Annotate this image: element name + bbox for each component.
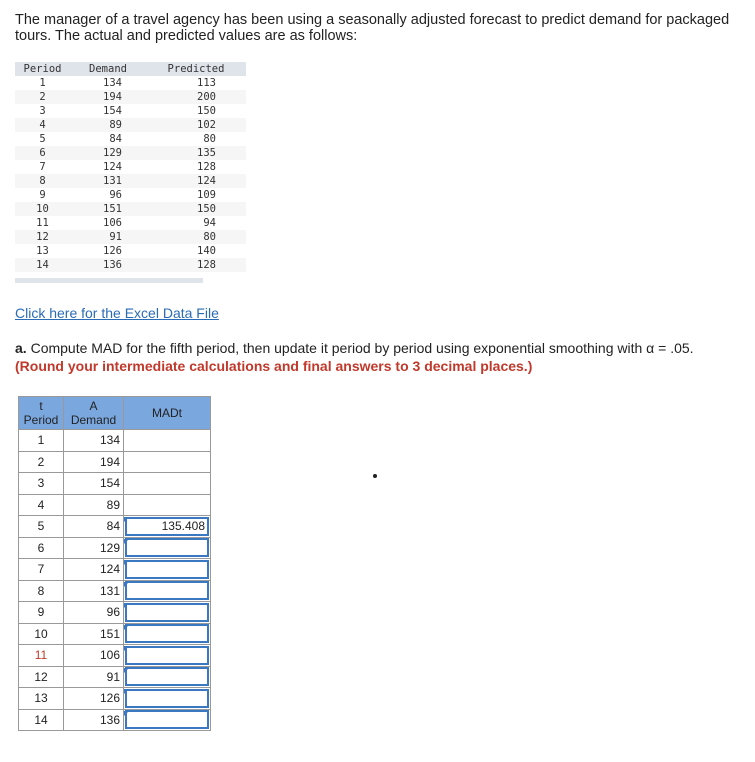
table-cell: 140 [197, 245, 216, 257]
answer-row [19, 430, 211, 452]
madt-cell[interactable] [124, 559, 211, 581]
table-cell: 136 [70, 258, 146, 272]
demand-cell [64, 666, 124, 688]
period-cell: 8 [19, 580, 64, 602]
table-cell: 128 [146, 258, 246, 272]
table-cell: 102 [146, 118, 246, 132]
table-cell: 7 [39, 161, 46, 173]
madt-input[interactable] [125, 667, 209, 686]
flag-icon [124, 646, 129, 651]
madt-input[interactable] [125, 603, 209, 622]
table-row [15, 258, 246, 272]
demand-value: 131 [99, 583, 120, 598]
flag-icon [124, 711, 129, 716]
period-cell: 3 [19, 473, 64, 495]
table-cell: 135 [146, 146, 246, 160]
table-row [15, 230, 246, 244]
demand-value: 84 [106, 519, 120, 534]
demand-value: 134 [99, 433, 120, 448]
demand-cell [64, 494, 124, 516]
period-header: t Period [19, 397, 64, 430]
table-cell: 12 [15, 230, 70, 244]
flag-icon [124, 625, 129, 630]
table-cell: 150 [197, 105, 216, 117]
answer-row [19, 494, 211, 516]
question [15, 339, 694, 375]
demand-value: 124 [99, 562, 120, 577]
question-label: a. [15, 340, 27, 356]
demand-cell [64, 516, 124, 538]
demand-value: 154 [99, 476, 120, 491]
table-cell: 10 [15, 202, 70, 216]
table-cell: 194 [70, 90, 146, 104]
table-cell: 89 [70, 118, 146, 132]
table-cell: 80 [146, 230, 246, 244]
madt-input[interactable] [125, 624, 209, 643]
demand-value: 129 [99, 540, 120, 555]
dot [373, 474, 377, 478]
answer-row [19, 709, 211, 731]
answer-row [19, 516, 211, 538]
flag-icon [124, 689, 129, 694]
table-cell: 80 [203, 133, 216, 145]
table-cell: 84 [109, 133, 122, 145]
flag-icon [124, 539, 129, 544]
col-header: Predicted [146, 62, 246, 76]
answer-row [19, 451, 211, 473]
answer-row [19, 473, 211, 495]
table-row [15, 174, 246, 188]
excel-data-link[interactable]: Click here for the Excel Data File [15, 305, 219, 321]
answer-row [19, 559, 211, 581]
madt-cell[interactable] [124, 709, 211, 731]
madt-cell [124, 473, 211, 495]
table-row [15, 118, 246, 132]
demand-cell [64, 623, 124, 645]
period-cell: 1 [19, 430, 64, 452]
period-cell: 5 [19, 516, 64, 538]
flag-icon [124, 560, 129, 565]
answer-table [18, 396, 211, 731]
demand-value: 89 [106, 497, 120, 512]
table-cell: 131 [70, 174, 146, 188]
table-cell: 11 [36, 217, 49, 229]
madt-cell [124, 494, 211, 516]
table-cell: 128 [197, 161, 216, 173]
table-cell: 1 [39, 77, 46, 89]
madt-cell[interactable] [124, 688, 211, 710]
answer-row [19, 688, 211, 710]
period-cell: 6 [19, 537, 64, 559]
madt-input[interactable] [125, 538, 209, 557]
demand-cell [64, 709, 124, 731]
answer-row [19, 537, 211, 559]
period-cell: 4 [19, 494, 64, 516]
madt-header: MADt [124, 397, 211, 430]
table-cell: 2 [15, 90, 70, 104]
madt-input[interactable] [125, 689, 209, 708]
madt-input[interactable] [125, 710, 209, 729]
madt-cell[interactable] [124, 602, 211, 624]
table-cell: 9 [39, 189, 46, 201]
rounding-note: (Round your intermediate calculations and final answers to 3 decimal places.) [15, 358, 533, 374]
madt-cell [124, 430, 211, 452]
period-cell: 7 [19, 559, 64, 581]
demand-cell [64, 430, 124, 452]
demand-value: 136 [99, 712, 120, 727]
table-cell: 151 [70, 202, 146, 216]
table-row [15, 146, 246, 160]
demand-header: A Demand [64, 397, 124, 430]
madt-input[interactable] [125, 646, 209, 665]
demand-cell [64, 537, 124, 559]
table-cell: 14 [15, 258, 70, 272]
madt-input[interactable] [125, 560, 209, 579]
period-cell: 9 [19, 602, 64, 624]
demand-value: 126 [99, 691, 120, 706]
table-cell: 106 [103, 217, 122, 229]
data-table [15, 62, 246, 272]
demand-value: 151 [99, 626, 120, 641]
madt-cell[interactable] [124, 580, 211, 602]
answer-row [19, 645, 211, 667]
madt-cell[interactable] [124, 666, 211, 688]
answer-row [19, 623, 211, 645]
table-row [15, 90, 246, 104]
period-cell: 2 [19, 451, 64, 473]
table-row [15, 76, 246, 90]
table-row [15, 188, 246, 202]
madt-cell [124, 451, 211, 473]
table-cell: 13 [36, 245, 49, 257]
table-cell: 154 [103, 105, 122, 117]
table-cell: 94 [203, 217, 216, 229]
flag-icon [124, 668, 129, 673]
table-cell: 6 [15, 146, 70, 160]
madt-input[interactable]: 135.408 [125, 517, 209, 536]
answer-row [19, 666, 211, 688]
table-row [15, 104, 246, 118]
period-cell: 13 [19, 688, 64, 710]
question-text: Compute MAD for the fifth period, then update it period by period using exponential smoothing with α = .05. [26, 340, 694, 356]
flag-icon [124, 603, 129, 608]
table-cell: 3 [39, 105, 46, 117]
demand-value: 91 [106, 669, 120, 684]
table-cell: 4 [15, 118, 70, 132]
demand-cell [64, 688, 124, 710]
madt-cell[interactable] [124, 537, 211, 559]
table-row [15, 202, 246, 216]
period-cell: 10 [19, 623, 64, 645]
table-cell: 113 [197, 77, 216, 89]
table-cell: 8 [15, 174, 70, 188]
period-cell: 14 [19, 709, 64, 731]
madt-cell[interactable] [124, 623, 211, 645]
table-scrollbar[interactable] [15, 278, 203, 283]
table-cell: 150 [146, 202, 246, 216]
demand-cell [64, 451, 124, 473]
demand-cell [64, 602, 124, 624]
demand-cell [64, 580, 124, 602]
table-cell: 134 [103, 77, 122, 89]
answer-row [19, 580, 211, 602]
table-cell: 91 [70, 230, 146, 244]
flag-icon [124, 582, 129, 587]
table-cell: 124 [146, 174, 246, 188]
demand-value: 96 [106, 605, 120, 620]
table-cell: 5 [39, 133, 46, 145]
table-row [15, 244, 246, 258]
madt-cell[interactable] [124, 516, 211, 538]
demand-cell [64, 473, 124, 495]
table-cell: 109 [197, 189, 216, 201]
demand-cell [64, 559, 124, 581]
table-row [15, 132, 246, 146]
period-cell: 11 [19, 645, 64, 667]
col-header: Period [15, 62, 70, 76]
table-cell: 126 [103, 245, 122, 257]
table-cell: 129 [70, 146, 146, 160]
flag-icon [124, 517, 129, 522]
answer-row [19, 602, 211, 624]
demand-value: 106 [99, 648, 120, 663]
table-cell: 200 [146, 90, 246, 104]
demand-value: 194 [99, 454, 120, 469]
intro-text: The manager of a travel agency has been using a seasonally adjusted forecast to predict demand for packaged tours. The actual and predicted values are as follows: [15, 12, 730, 44]
demand-cell [64, 645, 124, 667]
table-row [15, 216, 246, 230]
madt-input[interactable] [125, 581, 209, 600]
table-cell: 96 [109, 189, 122, 201]
table-row [15, 160, 246, 174]
table-cell: 124 [103, 161, 122, 173]
period-cell: 12 [19, 666, 64, 688]
col-header: Demand [70, 62, 146, 76]
madt-cell[interactable] [124, 645, 211, 667]
